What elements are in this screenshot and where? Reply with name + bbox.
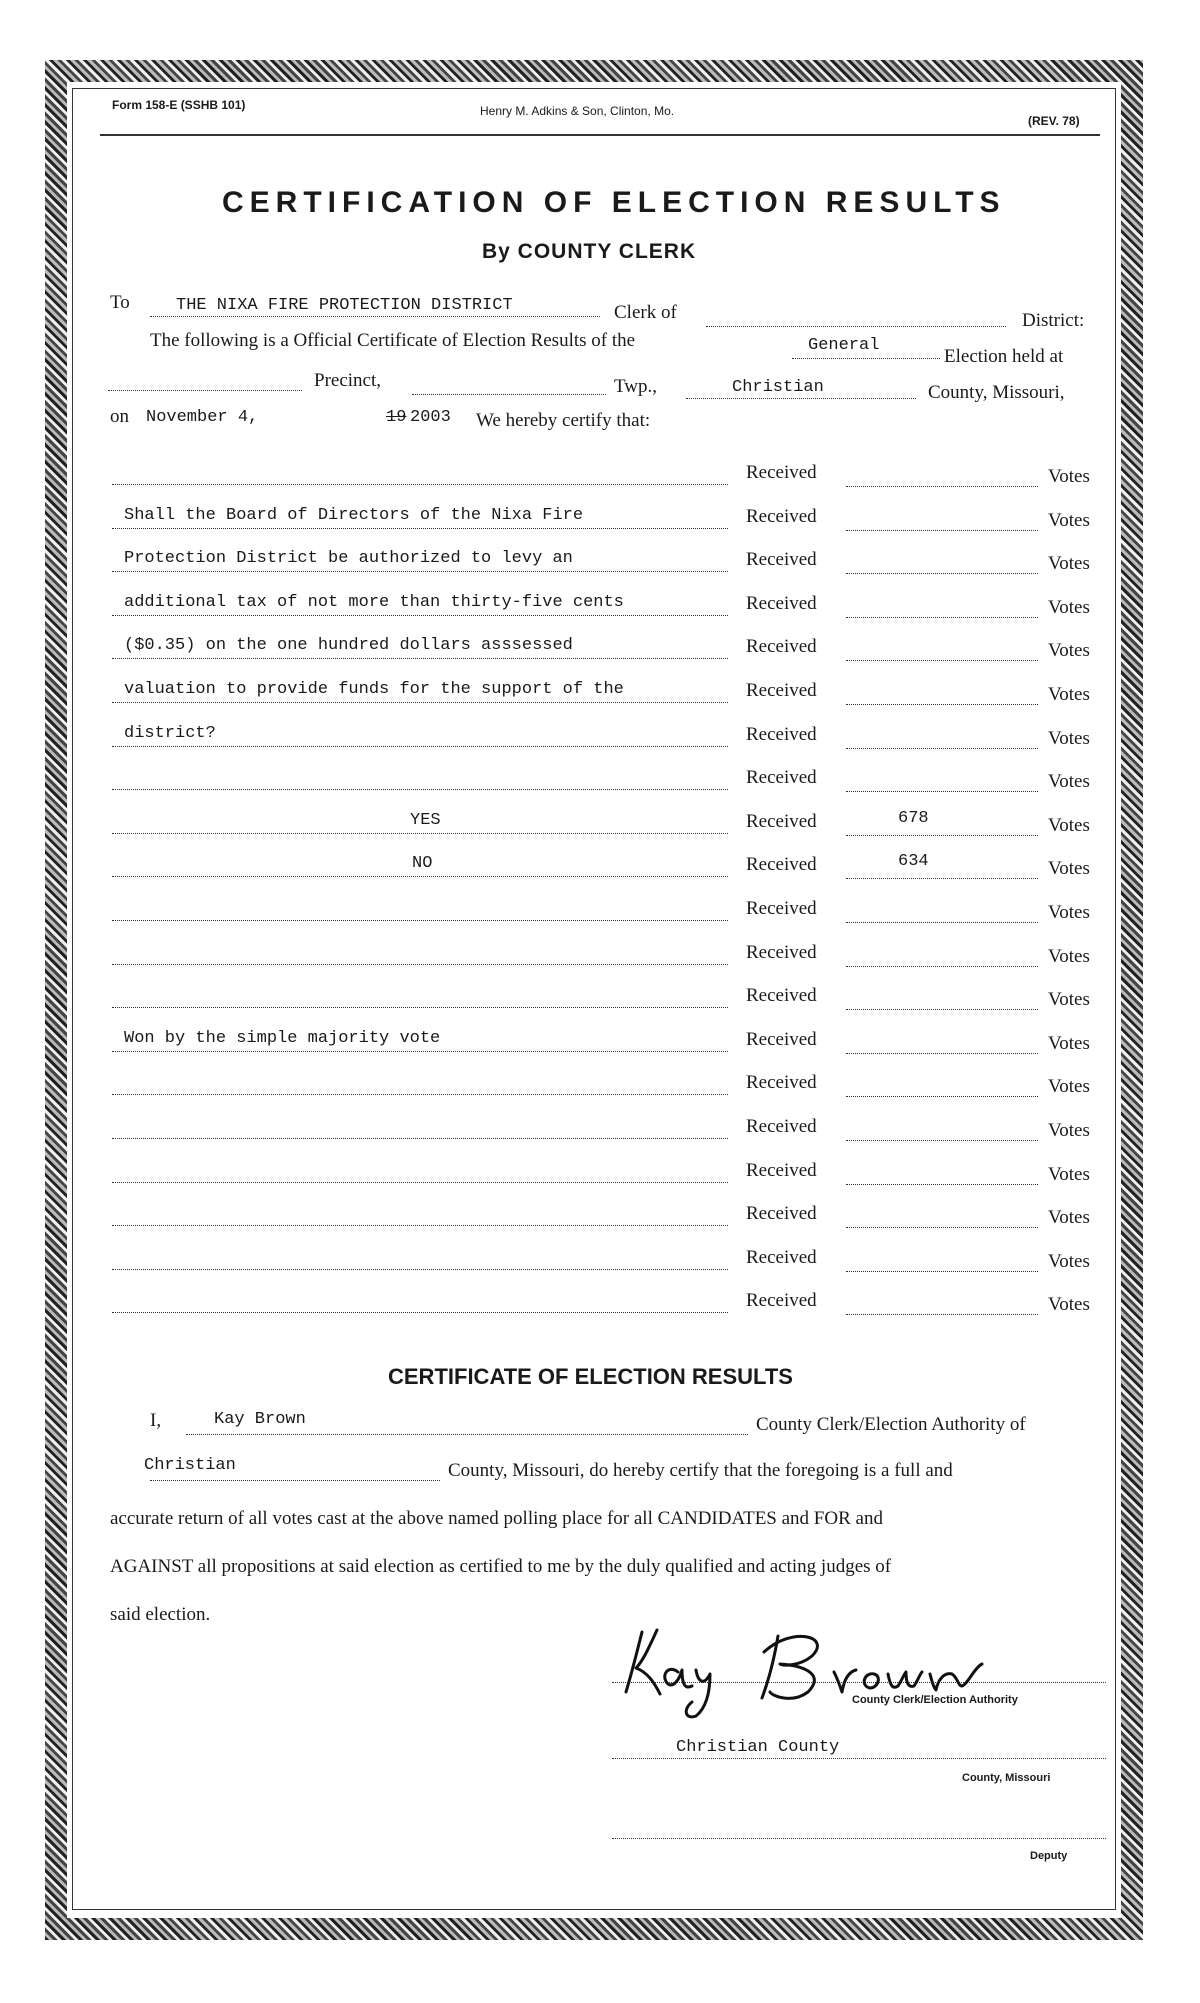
votes-label: Votes bbox=[1048, 1163, 1090, 1185]
authority-of: County Clerk/Election Authority of bbox=[756, 1414, 1026, 1435]
votes-label: Votes bbox=[1048, 684, 1090, 705]
deputy-line bbox=[612, 1838, 1106, 1839]
count-line bbox=[846, 1314, 1038, 1315]
cert-para-1: County, Missouri, do hereby certify that the foregoing is a full and bbox=[448, 1460, 953, 1481]
row-text-line bbox=[112, 571, 728, 572]
cert-para-4: said election. bbox=[110, 1604, 211, 1625]
clerk-of-line bbox=[706, 326, 1006, 327]
received-label: Received bbox=[746, 854, 817, 876]
i-label: I, bbox=[150, 1410, 162, 1431]
count-line bbox=[846, 966, 1038, 967]
votes-label: Votes bbox=[1048, 727, 1090, 749]
votes-label: Votes bbox=[1048, 989, 1090, 1011]
twp-label: Twp., bbox=[614, 376, 658, 397]
page-subtitle: By COUNTY CLERK bbox=[482, 240, 697, 263]
county-label: County, Missouri, bbox=[928, 382, 1065, 403]
votes-label: Votes bbox=[1048, 509, 1090, 531]
county-line-value: Christian County bbox=[676, 1738, 840, 1757]
votes-label: Votes bbox=[1048, 771, 1090, 793]
on-label: on bbox=[110, 406, 129, 427]
row-text-line bbox=[112, 1312, 728, 1313]
received-label: Received bbox=[746, 985, 817, 1007]
count-line bbox=[846, 1009, 1038, 1010]
received-label: Received bbox=[746, 1072, 817, 1094]
votes-label: Votes bbox=[1048, 596, 1090, 618]
row-text-line bbox=[112, 1094, 728, 1095]
received-label: Received bbox=[746, 1246, 817, 1268]
votes-label: Votes bbox=[1048, 1076, 1090, 1098]
vote-count: 678 bbox=[898, 808, 929, 828]
received-label: Received bbox=[746, 1203, 817, 1225]
county-value: Christian bbox=[732, 378, 824, 397]
to-label: To bbox=[110, 292, 130, 313]
votes-label: Votes bbox=[1048, 553, 1090, 575]
received-label: Received bbox=[746, 549, 817, 571]
count-line bbox=[846, 1096, 1038, 1097]
count-line bbox=[846, 530, 1038, 531]
count-line bbox=[846, 1140, 1038, 1141]
certify-text: We hereby certify that: bbox=[476, 410, 651, 431]
row-text-line bbox=[112, 964, 728, 965]
votes-label: Votes bbox=[1048, 1032, 1090, 1054]
count-line bbox=[846, 748, 1038, 749]
row-text-line bbox=[112, 1007, 728, 1008]
count-line bbox=[846, 660, 1038, 661]
received-label: Received bbox=[746, 462, 817, 483]
received-label: Received bbox=[746, 1116, 817, 1137]
county-line bbox=[686, 398, 916, 399]
row-text-line bbox=[112, 1269, 728, 1270]
county-name-line bbox=[150, 1480, 440, 1481]
received-label: Received bbox=[746, 505, 817, 527]
row-text-line bbox=[112, 1138, 728, 1139]
row-text-line bbox=[112, 702, 728, 703]
count-line bbox=[846, 1227, 1038, 1228]
clerk-name: Kay Brown bbox=[214, 1410, 306, 1429]
clerk-name-line bbox=[186, 1434, 748, 1435]
publisher: Henry M. Adkins & Son, Clinton, Mo. bbox=[480, 104, 675, 118]
cert-para-3: AGAINST all propositions at said election as certified to me by the duly qualified and acting judges of bbox=[110, 1556, 892, 1577]
votes-label: Votes bbox=[1048, 640, 1090, 662]
header-rule bbox=[100, 134, 1100, 136]
row-text-line bbox=[112, 615, 728, 616]
row-text: district? bbox=[124, 723, 216, 743]
received-label: Received bbox=[746, 941, 817, 963]
count-line bbox=[846, 704, 1038, 705]
to-value: THE NIXA FIRE PROTECTION DISTRICT bbox=[176, 296, 513, 315]
deputy-caption: Deputy bbox=[1030, 1850, 1068, 1862]
precinct-label: Precinct, bbox=[314, 370, 382, 391]
row-text-line bbox=[112, 746, 728, 747]
clerk-of-label: Clerk of bbox=[614, 302, 677, 323]
certificate-heading: CERTIFICATE OF ELECTION RESULTS bbox=[388, 1364, 793, 1389]
page-title: CERTIFICATION OF ELECTION RESULTS bbox=[222, 186, 1006, 219]
row-text: ($0.35) on the one hundred dollars asssessed bbox=[124, 636, 573, 656]
vote-count: 634 bbox=[898, 852, 929, 872]
row-text-line bbox=[112, 920, 728, 921]
count-line bbox=[846, 1053, 1038, 1054]
received-label: Received bbox=[746, 767, 817, 789]
count-line bbox=[846, 486, 1038, 487]
row-text: Protection District be authorized to levy an bbox=[124, 549, 573, 569]
received-label: Received bbox=[746, 592, 817, 614]
sig-caption: County Clerk/Election Authority bbox=[852, 1694, 1018, 1706]
received-label: Received bbox=[746, 810, 817, 832]
votes-label: Votes bbox=[1048, 1250, 1090, 1272]
count-line bbox=[846, 835, 1038, 836]
district-label: District: bbox=[1022, 310, 1085, 331]
row-text-line bbox=[112, 484, 728, 485]
row-text-line bbox=[112, 1225, 728, 1226]
votes-label: Votes bbox=[1048, 858, 1090, 880]
received-label: Received bbox=[746, 1028, 817, 1050]
received-label: Received bbox=[746, 723, 817, 745]
revision: (REV. 78) bbox=[1028, 114, 1080, 128]
county-caption: County, Missouri bbox=[962, 1772, 1051, 1784]
votes-label: Votes bbox=[1048, 1207, 1090, 1229]
count-line bbox=[846, 791, 1038, 792]
votes-label: Votes bbox=[1048, 945, 1090, 967]
election-type: General bbox=[808, 336, 880, 355]
cert-para-2: accurate return of all votes cast at the above named polling place for all CANDIDATES and FOR and bbox=[110, 1508, 883, 1529]
row-text-line bbox=[112, 1182, 728, 1183]
received-label: Received bbox=[746, 1290, 817, 1312]
votes-label: Votes bbox=[1048, 466, 1090, 487]
election-type-line bbox=[792, 358, 940, 359]
count-line bbox=[846, 617, 1038, 618]
county-missouri-line bbox=[612, 1758, 1106, 1759]
form-id: Form 158-E (SSHB 101) bbox=[112, 98, 246, 112]
county-name: Christian bbox=[144, 1456, 236, 1475]
row-text-line bbox=[112, 833, 728, 834]
row-text-line bbox=[112, 658, 728, 659]
votes-label: Votes bbox=[1048, 814, 1090, 836]
year-value: 2003 bbox=[410, 408, 451, 427]
row-text-line bbox=[112, 1051, 728, 1052]
intro-line2-prefix: The following is a Official Certificate of Election Results of the bbox=[150, 330, 636, 351]
intro-line2-suffix: Election held at bbox=[944, 346, 1064, 367]
row-text: valuation to provide funds for the support of the bbox=[124, 680, 624, 699]
count-line bbox=[846, 1184, 1038, 1185]
count-line bbox=[846, 878, 1038, 879]
year-prefix: 19 bbox=[386, 408, 407, 427]
row-text: Shall the Board of Directors of the Nixa Fire bbox=[124, 505, 584, 525]
row-text: Won by the simple majority vote bbox=[124, 1028, 441, 1048]
row-text: YES bbox=[410, 810, 441, 830]
received-label: Received bbox=[746, 898, 817, 919]
twp-line bbox=[412, 394, 606, 395]
row-text: additional tax of not more than thirty-five cents bbox=[124, 592, 624, 612]
row-text-line bbox=[112, 528, 728, 529]
votes-label: Votes bbox=[1048, 902, 1090, 923]
count-line bbox=[846, 573, 1038, 574]
date-value: November 4, bbox=[146, 408, 259, 427]
received-label: Received bbox=[746, 1159, 817, 1181]
row-text-line bbox=[112, 789, 728, 790]
votes-label: Votes bbox=[1048, 1294, 1090, 1316]
count-line bbox=[846, 1271, 1038, 1272]
count-line bbox=[846, 922, 1038, 923]
received-label: Received bbox=[746, 680, 817, 701]
votes-label: Votes bbox=[1048, 1120, 1090, 1141]
row-text-line bbox=[112, 876, 728, 877]
row-text: NO bbox=[412, 854, 433, 874]
precinct-line bbox=[108, 390, 302, 391]
to-line bbox=[150, 316, 600, 317]
received-label: Received bbox=[746, 636, 817, 658]
